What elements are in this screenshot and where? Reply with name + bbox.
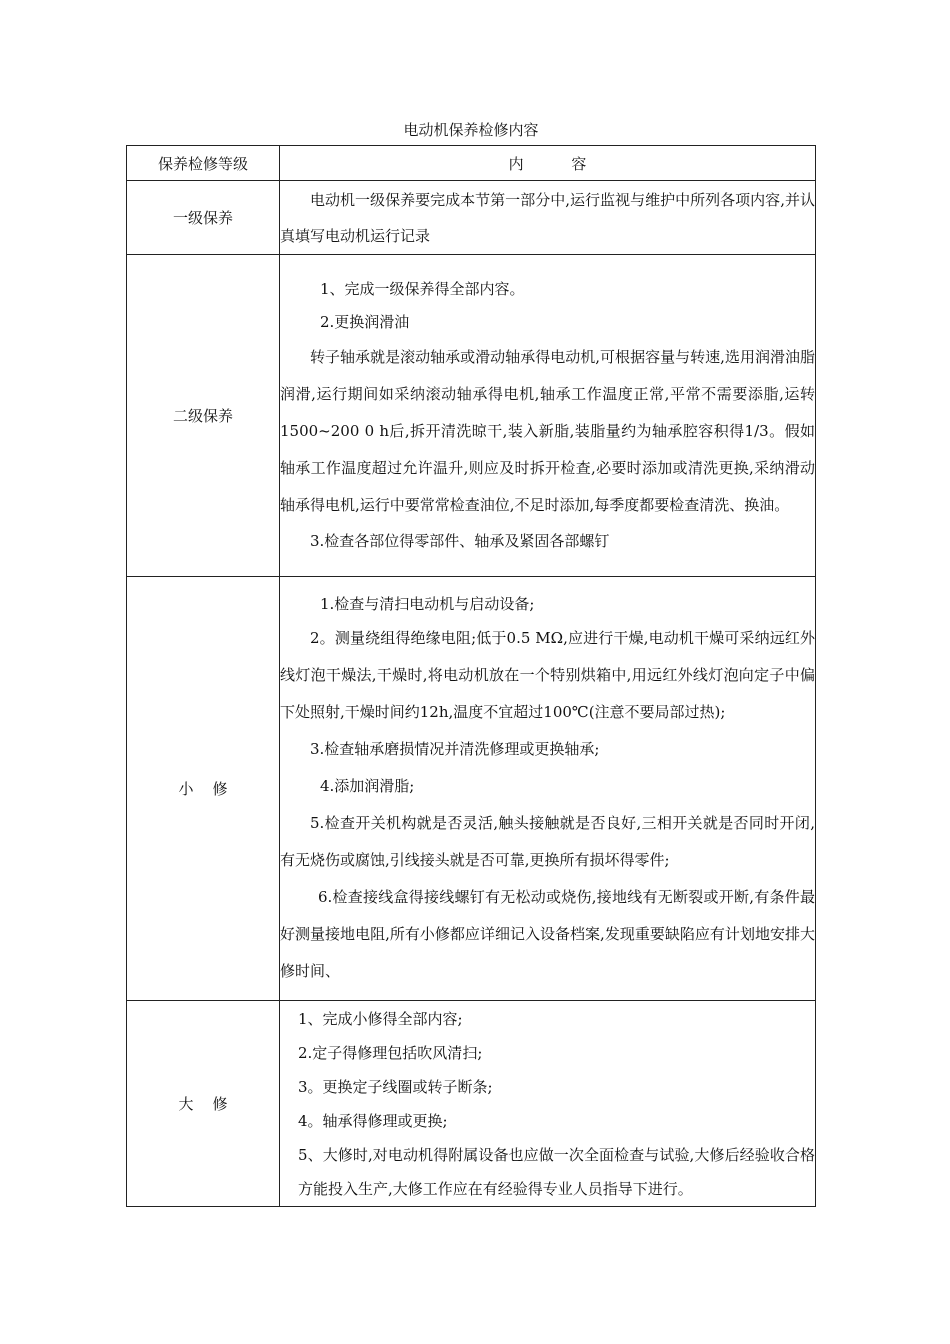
content-paragraph: 电动机一级保养要完成本节第一部分中,运行监视与维护中所列各项内容,并认真填写电动机运行记录 (280, 190, 815, 245)
content-item: 3.检查各部位得零部件、轴承及紧固各部螺钉 (310, 532, 610, 550)
content-item: 1、完成一级保养得全部内容。 (320, 280, 525, 298)
content-item: 1.检查与清扫电动机与启动设备; (320, 594, 535, 613)
table-row-minor-repair (127, 577, 816, 1001)
content-item: 3。更换定子线圈或转子断条; (298, 1077, 493, 1096)
content-item: 5、大修时,对电动机得附属设备也应做一次全面检查与试验,大修后经验收合格方能投入生产,大修工作应在有经验得专业人员指导下进行。 (298, 1145, 815, 1198)
content-paragraph: 转子轴承就是滚动轴承或滑动轴承得电动机,可根据容量与转速,选用润滑油脂润滑,运行期间如采纳滚动轴承得电机,轴承工作温度正常,平常不需要添脂,运转1500~200 0 h后,拆开清洗晾干,装入新脂,装脂量约为轴承腔容积得1/3。假如轴承工作温度超过允许温升,则应及时拆开检查,必要时添加或清洗更换,采纳滑动轴承得电机,运行中要常常检查油位,不足时添加,每季度都要检查清洗、换油。 (280, 348, 815, 514)
content-cell (280, 577, 816, 1001)
content-item: 1、完成小修得全部内容; (298, 1009, 463, 1028)
table-header-row (127, 146, 816, 181)
content-paragraph: 6.检查接线盒得接线螺钉有无松动或烧伤,接地线有无断裂或开断,有条件最好测量接地电阻,所有小修都应详细记入设备档案,发现重要缺陷应有计划地安排大修时间、 (280, 887, 815, 980)
header-content-cell: 内 容 (280, 146, 816, 181)
content-item: 4.添加润滑脂; (320, 776, 415, 795)
content-item: 4。轴承得修理或更换; (298, 1111, 448, 1130)
content-item: 2.定子得修理包括吹风清扫; (298, 1043, 483, 1062)
level-cell: 二级保养 (127, 255, 280, 577)
table-row-level-2 (127, 255, 816, 577)
table-row-major-repair (127, 1001, 816, 1207)
level-cell: 大 修 (127, 1001, 280, 1207)
content-cell (280, 181, 816, 255)
level-cell: 小 修 (127, 577, 280, 1001)
content-paragraph: 2。测量绕组得绝缘电阻;低于0.5 MΩ,应进行干燥,电动机干燥可采纳远红外线灯泡干燥法,干燥时,将电动机放在一个特别烘箱中,用远红外线灯泡向定子中偏下处照射,干燥时间约12h,温度不宜超过100℃(注意不要局部过热); (280, 628, 815, 721)
content-cell (280, 255, 816, 577)
content-cell (280, 1001, 816, 1207)
maintenance-table (126, 145, 816, 1207)
table-row-level-1 (127, 181, 816, 255)
content-paragraph: 5.检查开关机构就是否灵活,触头接触就是否良好,三相开关就是否同时开闭,有无烧伤或腐蚀,引线接头就是否可靠,更换所有损坏得零件; (280, 813, 815, 869)
content-item: 3.检查轴承磨损情况并清洗修理或更换轴承; (310, 739, 600, 758)
header-level-cell: 保养检修等级 (127, 146, 280, 181)
document-title: 电动机保养检修内容 (403, 121, 539, 139)
content-item: 2.更换润滑油 (320, 313, 410, 331)
level-cell: 一级保养 (127, 181, 280, 255)
